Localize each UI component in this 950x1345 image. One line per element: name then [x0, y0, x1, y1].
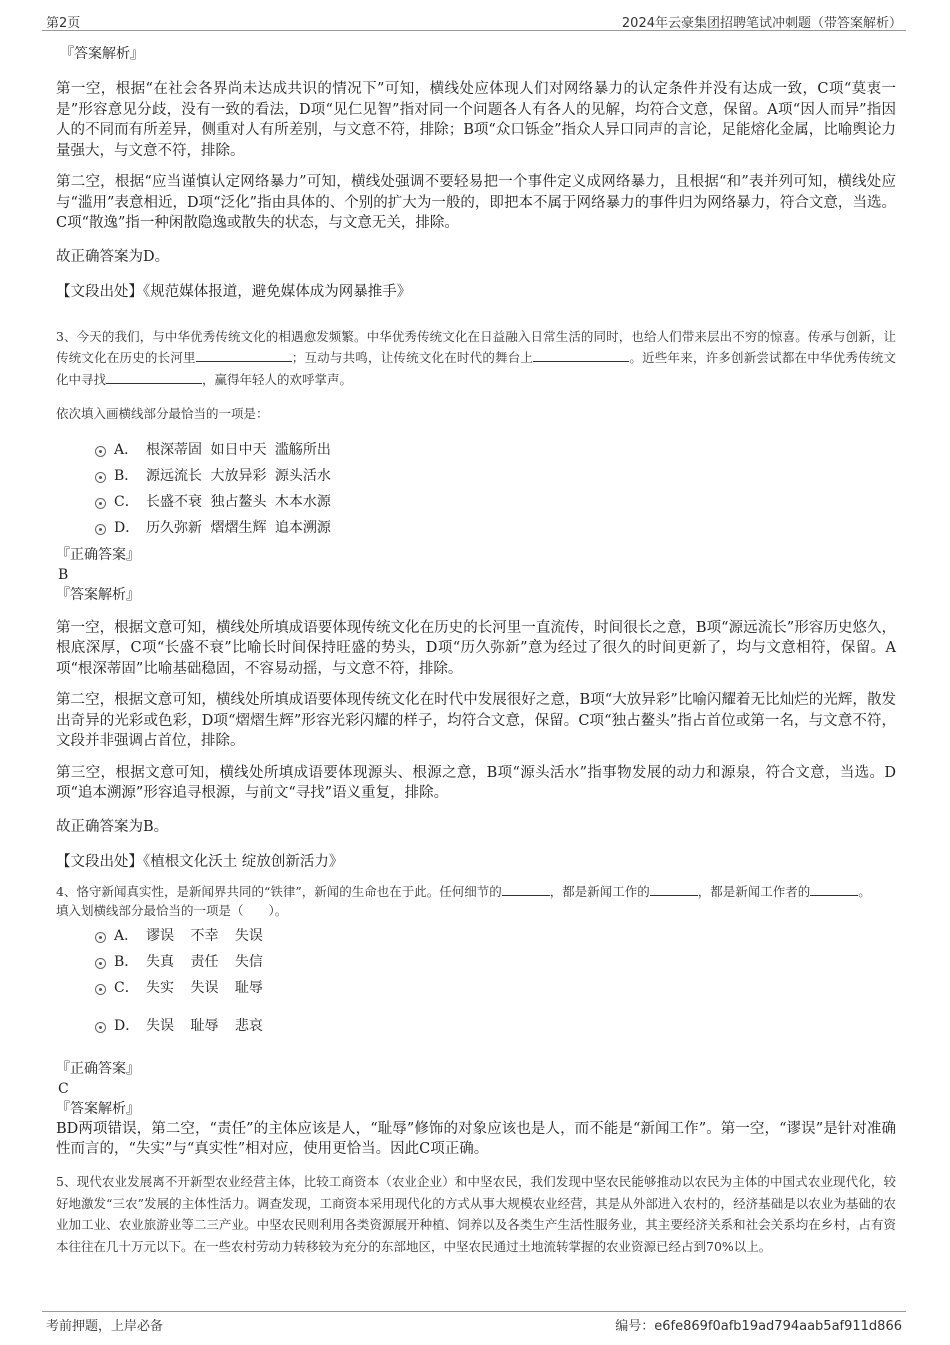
q2-analysis-para2: 第二空，根据“应当谨慎认定网络暴力”可知，横线处强调不要轻易把一个事件定义成网络暴力，且根据“和”表并列可知，横线处应与“滥用”表意相近，D项“泛化”指由具体的、个别的扩大为一般的，即把本不属于网络暴力的事件归为网络暴力，符合文意，当选。C项“散逸”指一种闲散隐逸或散失的状态，与文意无关，排除。: [56, 174, 896, 231]
q5-stem: 5、现代农业发展离不开新型农业经营主体，比较工商资本（农业企业）和中坚农民，我们发现中坚农民能够推动以农民为主体的中国式农业现代化，较好地激发“三农”发展的主体性活力。调查发现，工商资本采用现代化的方式从事大规模农业经营，其是从外部进入农村的，经济基础是以农业为基础的农业加工业、农业旅游业等二三产业。中坚农民则利用各类资源展开种植、饲养以及各类生产生活性服务业，其主要经济关系和社会关系均在乡村，占有资本往往在几十万元以下。在一些农村劳动力转移较为充分的东部地区，中坚农民通过土地流转掌握的农业资源已经占到70%以上。: [56, 1174, 896, 1254]
q3-analysis-para3: 第三空，根据文意可知，横线处所填成语要体现源头、根源之意，B项“源头活水”指事物发展的动力和源泉，符合文意，当选。D项“追本溯源”形容追寻根源，与前文“寻找”语义重复，排除。: [56, 764, 896, 801]
q2-analysis-para1: 第一空，根据“在社会各界尚未达成共识的情况下”可知，横线处应体现人们对网络暴力的认定条件并没有达成一致，C项“莫衷一是”形容意见分歧，没有一致的看法，D项“见仁见智”指对同一个问题各人有各人的见解，均符合文意，保留。A项“因人而异”指因人的不同而有所差异，侧重对人有所差别，与文意不符，排除；B项“众口铄金”指众人异口同声的言论，足能熔化金属，比喻舆论力量强大，与文意不符，排除。: [56, 81, 896, 159]
q3-conclusion: 故正确答案为B。: [56, 818, 169, 835]
radio-icon[interactable]: [95, 1022, 106, 1033]
q4-options: [56, 923, 896, 1039]
page-footer: [42, 1311, 906, 1336]
q4-correct-answer: C: [58, 1081, 69, 1097]
radio-icon[interactable]: [95, 524, 106, 535]
page-content: [56, 44, 896, 1257]
q4-option-c[interactable]: C． 失实 失误 耻辱: [56, 975, 896, 1001]
q4-correct-label: 『正确答案』: [56, 1061, 140, 1077]
radio-icon[interactable]: [95, 958, 106, 969]
radio-icon[interactable]: [95, 446, 106, 457]
q4-analysis: BD两项错误，第二空，“责任”的主体应该是人，“耻辱”修饰的对象应该也是人，而不能是“新闻工作”。第一空，“谬误”是针对准确性而言的，“失实”与“真实性”相对应，使用更恰当。因此C项正确。: [56, 1121, 896, 1157]
q3-source: 【文段出处】《植根文化沃土 绽放创新活力》: [56, 854, 344, 870]
q3-blank-3: [106, 369, 202, 384]
q3-prompt: 依次填入画横线部分最恰当的一项是：: [56, 406, 269, 421]
q3-options: [56, 437, 896, 541]
q2-source: 【文段出处】《规范媒体报道，避免媒体成为网暴推手》: [56, 284, 412, 300]
radio-icon[interactable]: [95, 472, 106, 483]
q3-analysis-para2: 第二空，根据文意可知，横线处所填成语要体现传统文化在时代中发展很好之意，B项“大放异彩”比喻闪耀着无比灿烂的光辉，散发出奇异的光彩或色彩，D项“熠熠生辉”形容光彩闪耀的样子，均符合文意，保留。C项“独占鳌头”指占首位或第一名，与文意不符，文段并非强调占首位，排除。: [56, 692, 896, 749]
q4-analysis-label: 『答案解析』: [56, 1101, 140, 1117]
page-number: 第2页: [46, 16, 81, 31]
document-title: 2024年云豪集团招聘笔试冲刺题（带答案解析）: [621, 16, 902, 31]
q4-blank-1: [502, 881, 550, 896]
q3-analysis-label: 『答案解析』: [56, 586, 140, 603]
radio-icon[interactable]: [95, 932, 106, 943]
q3-option-c[interactable]: C． 长盛不衰 独占鳌头 木本水源: [56, 489, 896, 515]
q4-stem: 4、恪守新闻真实性，是新闻界共同的“铁律”，新闻的生命也在于此。任何细节的 ，都是新闻工作的 ，都是新闻工作者的 。: [56, 881, 896, 903]
q4-blank-3: [810, 881, 858, 896]
q3-blank-2: [533, 347, 629, 362]
q4-blank-2: [650, 881, 698, 896]
q4-option-b[interactable]: B． 失真 责任 失信: [56, 949, 896, 975]
q3-stem: 3、今天的我们，与中华优秀传统文化的相遇愈发频繁。中华优秀传统文化在日益融入日常生活的同时，也给人们带来层出不穷的惊喜。传承与创新，让传统文化在历史的长河里 ；互动与共鸣，让传统文化在时代的舞台上 。近些年来，许多创新尝试都在中华优秀传统文化中寻找 ，赢得年轻人的欢呼掌声。: [56, 328, 896, 387]
document-code: 编号：e6fe869f0afb19ad794aab5af911d866: [615, 1319, 902, 1334]
q4-option-a[interactable]: A． 谬误 不幸 失误: [56, 923, 896, 949]
q3-option-a[interactable]: A． 根深蒂固 如日中天 滥觞所出: [56, 437, 896, 463]
q2-conclusion: 故正确答案为D。: [56, 248, 170, 265]
radio-icon[interactable]: [95, 984, 106, 995]
q3-option-b[interactable]: B． 源远流长 大放异彩 源头活水: [56, 463, 896, 489]
q3-correct-label: 『正确答案』: [56, 546, 140, 563]
q2-analysis-label: 『答案解析』: [60, 46, 144, 62]
footer-motto: 考前押题，上岸必备: [46, 1319, 164, 1334]
q3-correct-answer: B: [58, 566, 69, 583]
q4-option-d[interactable]: D． 失误 耻辱 悲哀: [56, 1013, 896, 1039]
page-header: [42, 10, 906, 31]
q4-prompt: 填入划横线部分最恰当的一项是（ ）。: [56, 902, 288, 918]
q3-blank-1: [196, 347, 292, 362]
radio-icon[interactable]: [95, 498, 106, 509]
q3-option-d[interactable]: D． 历久弥新 熠熠生辉 追本溯源: [56, 515, 896, 541]
q3-analysis-para1: 第一空，根据文意可知，横线处所填成语要体现传统文化在历史的长河里一直流传，时间很长之意，B项“源远流长”形容历史悠久，根底深厚，C项“长盛不衰”比喻长时间保持旺盛的势头，D项“历久弥新”意为经过了很久的时间更新了，均与文意相符，保留。A项“根深蒂固”比喻基础稳固，不容易动摇，与文意不符，排除。: [56, 619, 896, 677]
